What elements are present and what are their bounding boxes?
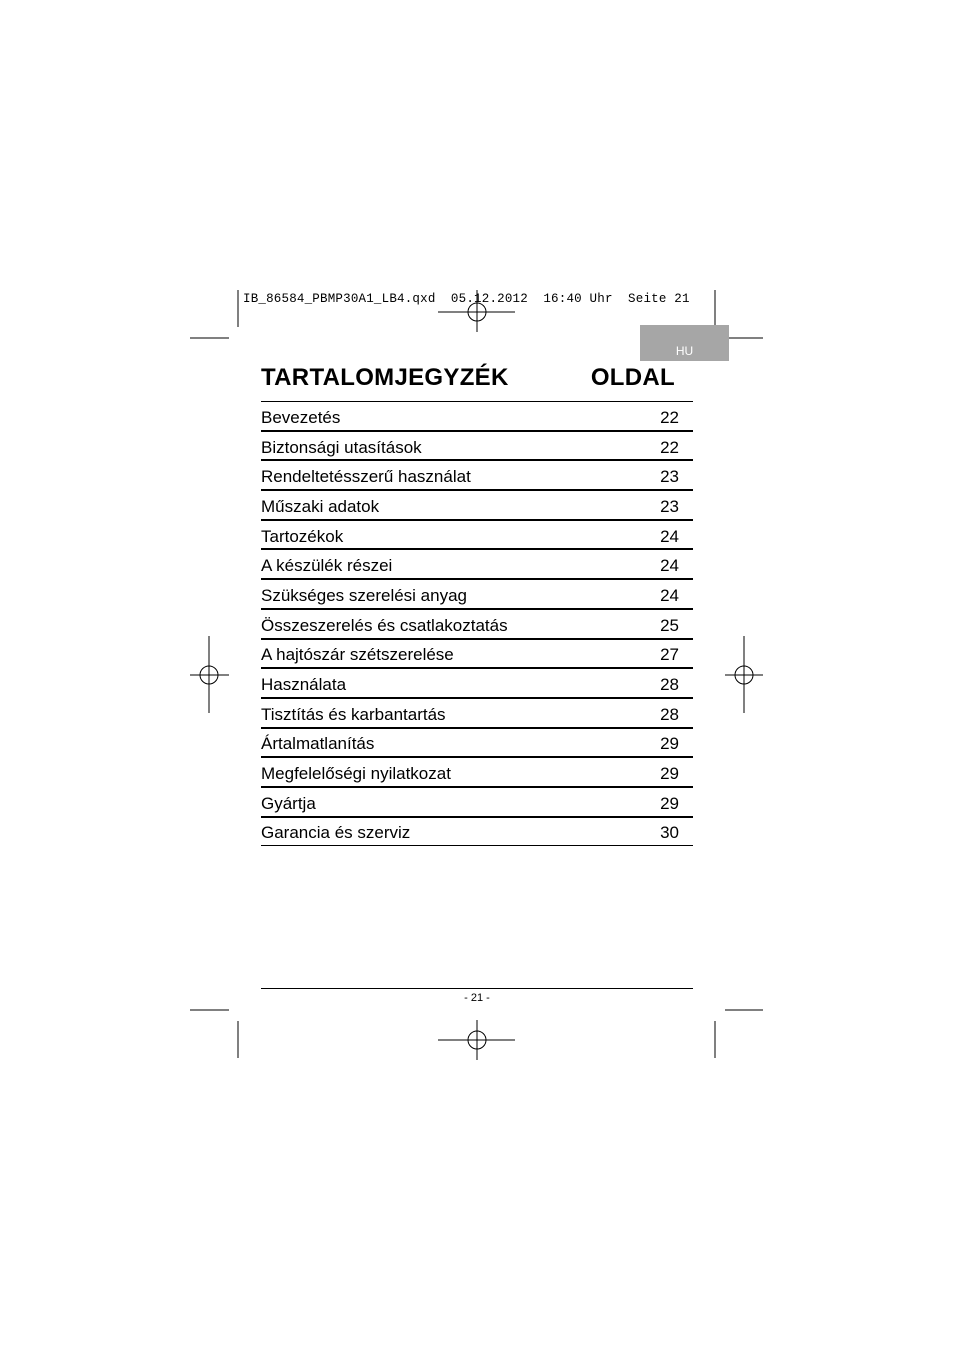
toc-row[interactable]: [261, 490, 693, 520]
toc-entry-page: 23: [660, 496, 679, 516]
toc-row[interactable]: [261, 609, 693, 639]
toc-entry-title: Szükséges szerelési anyag: [261, 585, 468, 605]
toc-entry-page: 29: [660, 764, 679, 784]
toc-entry-title: Összeszerelés és csatlakoztatás: [261, 615, 508, 635]
toc-page-label: OLDAL: [590, 364, 675, 391]
toc-entry-title: Tisztítás és karbantartás: [261, 704, 446, 724]
toc-entry-page: 29: [660, 734, 679, 754]
toc-entry-page: 30: [660, 823, 679, 843]
toc-entry-title: Használata: [261, 675, 347, 695]
toc-row[interactable]: [261, 757, 693, 787]
toc-entry-page: 24: [660, 585, 679, 605]
table-of-contents: [261, 401, 693, 846]
toc-row[interactable]: [261, 520, 693, 550]
toc-heading: [261, 364, 693, 392]
toc-row[interactable]: [261, 431, 693, 461]
toc-entry-title: Bevezetés: [261, 407, 341, 427]
toc-row[interactable]: [261, 401, 693, 431]
toc-row[interactable]: [261, 460, 693, 490]
toc-entry-title: A hajtószár szétszerelése: [261, 645, 454, 665]
file-slug-line: IB_86584_PBMP30A1_LB4.qxd 05.12.2012 16:40 Uhr Seite 21: [243, 292, 690, 306]
toc-entry-page: 24: [660, 526, 679, 546]
toc-row[interactable]: [261, 698, 693, 728]
toc-entry-title: Gyártja: [261, 793, 316, 813]
toc-entry-title: Tartozékok: [261, 526, 344, 546]
toc-entry-page: 28: [660, 704, 679, 724]
toc-entry-page: 24: [660, 556, 679, 576]
toc-entry-title: Garancia és szerviz: [261, 823, 411, 843]
toc-row[interactable]: [261, 639, 693, 669]
footer-rule: [261, 988, 693, 989]
toc-entry-title: Biztonsági utasítások: [261, 437, 422, 457]
registration-mark-right: [725, 636, 763, 713]
toc-entry-title: A készülék részei: [261, 556, 393, 576]
toc-entry-title: Rendeltetésszerű használat: [261, 467, 471, 487]
toc-row[interactable]: [261, 668, 693, 698]
toc-entry-page: 27: [660, 645, 679, 665]
page-number: - 21 -: [464, 992, 490, 1004]
toc-entry-page: 28: [660, 675, 679, 695]
toc-row[interactable]: [261, 817, 693, 847]
toc-entry-page: 23: [660, 467, 679, 487]
toc-entry-title: Megfelelőségi nyilatkozat: [261, 764, 451, 784]
language-tab: [640, 325, 729, 361]
toc-entry-title: Műszaki adatok: [261, 496, 380, 516]
toc-title: TARTALOMJEGYZÉK: [261, 364, 509, 391]
toc-entry-page: 29: [660, 793, 679, 813]
toc-row[interactable]: [261, 579, 693, 609]
toc-entry-page: 22: [660, 437, 679, 457]
toc-entry-page: 25: [660, 615, 679, 635]
toc-entry-page: 22: [660, 407, 679, 427]
toc-entry-title: Ártalmatlanítás: [261, 734, 375, 754]
registration-mark-left: [190, 636, 229, 713]
toc-row[interactable]: [261, 787, 693, 817]
language-tab-label: HU: [675, 344, 694, 358]
toc-row[interactable]: [261, 728, 693, 758]
toc-row[interactable]: [261, 549, 693, 579]
registration-mark-bottom: [438, 1020, 515, 1060]
